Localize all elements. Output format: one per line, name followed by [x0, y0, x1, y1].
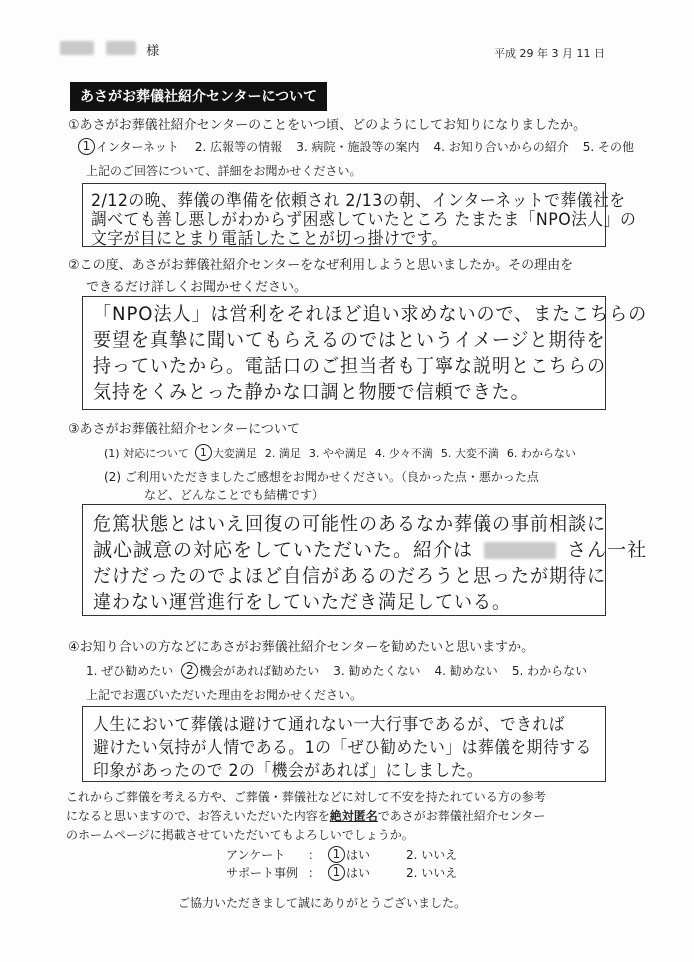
q1-answer-box: [82, 183, 637, 249]
consent-row-survey-label: アンケート: [226, 848, 286, 862]
q3-answer-line-2-text: 誠心誠意の対応をしていただいた。紹介は: [93, 539, 474, 561]
consent-row-support-colon: ：: [308, 866, 321, 880]
q1-answer-line-1: 2/12の晩、葬儀の準備を依頼され 2/13の朝、インターネットで葬儀社を: [91, 191, 626, 211]
q4-options: [86, 662, 587, 679]
q2-answer-line-2: 要望を真摯に聞いてもらえるのではというイメージと期待を: [93, 329, 606, 351]
consent-line-2-a: になると思いますので、お答えいただいた内容を: [66, 809, 330, 823]
q1-answer-line-2: 調べても善し悪しがわからず困惑していたところ たまたま「NPO法人」の: [91, 210, 637, 230]
q2-answer-box: [82, 296, 648, 410]
consent-row-survey-no: 2. いいえ: [406, 848, 458, 862]
consent-line-3: のホームページに掲載させていただいてもよろしいでしょうか。: [66, 828, 414, 842]
consent-line-1: これからご葬儀を考える方や、ご葬儀・葬儀社などに対して不安を持たれている方の参考: [66, 790, 546, 804]
q4-option-3: 3. 勧めたくない: [333, 664, 421, 678]
q1-answer-line-3: 文字が目にとまり電話したことが切っ掛けです。: [91, 229, 448, 249]
q3-answer-box: [82, 504, 648, 616]
recipient-name: [60, 40, 159, 59]
q4-answer-line-2: 避けたい気持が人情である。1の「ぜひ勧めたい」は葬儀を期待する: [93, 738, 592, 758]
consent-row-support-circled: 1: [328, 864, 345, 881]
q4-option-1: 1. ぜひ勧めたい: [86, 664, 174, 678]
survey-date: 平成 29 年 3 月 11 日: [494, 47, 605, 60]
q4-followup: 上記でお選びいただいた理由をお聞かせください。: [86, 688, 363, 702]
redacted-name-2: [106, 41, 136, 55]
q3-sub1-option-2: 2. 満足: [264, 446, 301, 460]
q1-options: [78, 138, 634, 155]
q4-option-5: 5. わからない: [511, 664, 588, 678]
q4-circled-choice: 2: [181, 662, 198, 679]
q2-answer-line-1: 「NPO法人」は営利をそれほど追い求めないので、またこちらの: [93, 303, 648, 325]
q3-answer-line-1: 危篤状態とはいえ回復の可能性のあるなか葬儀の事前相談に: [93, 513, 607, 535]
q3-sub1-option-1: 大変満足: [212, 446, 257, 460]
q4-answer-box: [82, 706, 606, 782]
q3-sub1-option-6: 6. わからない: [506, 446, 576, 460]
q3-sub1-label: (1) 対応について: [104, 446, 189, 460]
section-title: あさがお葬儀社紹介センターについて: [70, 82, 327, 111]
consent-row-survey-colon: ：: [308, 848, 321, 862]
q3-sub1: [104, 444, 576, 461]
q2-answer-line-4: 気持をくみとった静かな口調と物腰で信頼できた。: [93, 381, 530, 403]
consent-line-2: [66, 807, 545, 824]
recipient-suffix: 様: [146, 44, 160, 59]
redacted-company-name: [484, 542, 556, 559]
q4-option-2: 機会があれば勧めたい: [199, 664, 320, 678]
q3-sub2-line-2: など、どんなことでも結構です）: [144, 488, 325, 502]
q2-question-line-2: できるだけ詳しくお聞かせください。: [86, 280, 308, 295]
q3-question: ③あさがお葬儀社紹介センターについて: [68, 422, 300, 437]
consent-row-support: [226, 864, 457, 881]
q2-question-line-1: ②この度、あさがお葬儀社紹介センターをなぜ利用しようと思いましたか。その理由を: [68, 258, 574, 273]
consent-row-support-label: サポート事例: [226, 866, 299, 880]
q3-answer-line-2-suffix: さん一社: [567, 539, 648, 561]
q4-answer-line-3: 印象があったので 2の「機会があれば」にしました。: [93, 761, 484, 781]
q3-sub1-option-4: 4. 少々不満: [374, 446, 433, 460]
q3-sub2-line-1: (2) ご利用いただきましたご感想をお聞かせください。（良かった点・悪かった点: [104, 470, 539, 484]
consent-line-2-b: であさがお葬儀社紹介センター: [377, 809, 546, 823]
q3-answer-line-3: だけだったのでよほど自信があるのだろうと思ったが期待に: [93, 565, 607, 587]
consent-row-survey-circled: 1: [328, 846, 345, 863]
q1-followup: 上記のご回答について、詳細をお聞かせください。: [86, 164, 362, 178]
consent-row-survey-yes: はい: [346, 848, 371, 862]
consent-row-survey: [226, 846, 457, 863]
q3-sub1-option-3: 3. やや満足: [308, 446, 367, 460]
q1-option-3: 3. 病院・施設等の案内: [296, 140, 420, 154]
q1-option-5: 5. その他: [582, 140, 634, 154]
q3-sub1-option-5: 5. 大変不満: [440, 446, 499, 460]
q2-answer-line-3: 持っていたから。電話口のご担当者も丁寧な説明とこちらの: [93, 355, 607, 377]
q3-answer-line-2: [93, 535, 647, 562]
thanks-message: ご協力いただきまして誠にありがとうございました。: [178, 896, 467, 910]
q4-option-4: 4. 勧めない: [434, 664, 498, 678]
consent-anonymous-emphasis: 絶対匿名: [329, 809, 378, 823]
q1-question: ①あさがお葬儀社紹介センターのことをいつ頃、どのようにしてお知りになりましたか。: [68, 118, 587, 133]
q1-option-1: インターネット: [96, 140, 179, 154]
q1-option-4: 4. お知り合いからの紹介: [433, 140, 569, 154]
consent-row-support-yes: はい: [346, 866, 371, 880]
consent-row-support-no: 2. いいえ: [406, 866, 458, 880]
redacted-name-1: [60, 41, 94, 55]
q1-circled-choice: 1: [78, 138, 95, 155]
q3-answer-line-4: 違わない運営進行をしていただき満足している。: [93, 591, 512, 613]
q4-answer-line-1: 人生において葬儀は避けて通れない一大行事であるが、できれば: [93, 715, 565, 735]
q1-option-2: 2. 広報等の情報: [194, 140, 283, 154]
q4-question: ④お知り合いの方などにあさがお葬儀社紹介センターを勧めたいと思いますか。: [68, 640, 535, 655]
q3-sub1-circled-choice: 1: [195, 444, 212, 461]
